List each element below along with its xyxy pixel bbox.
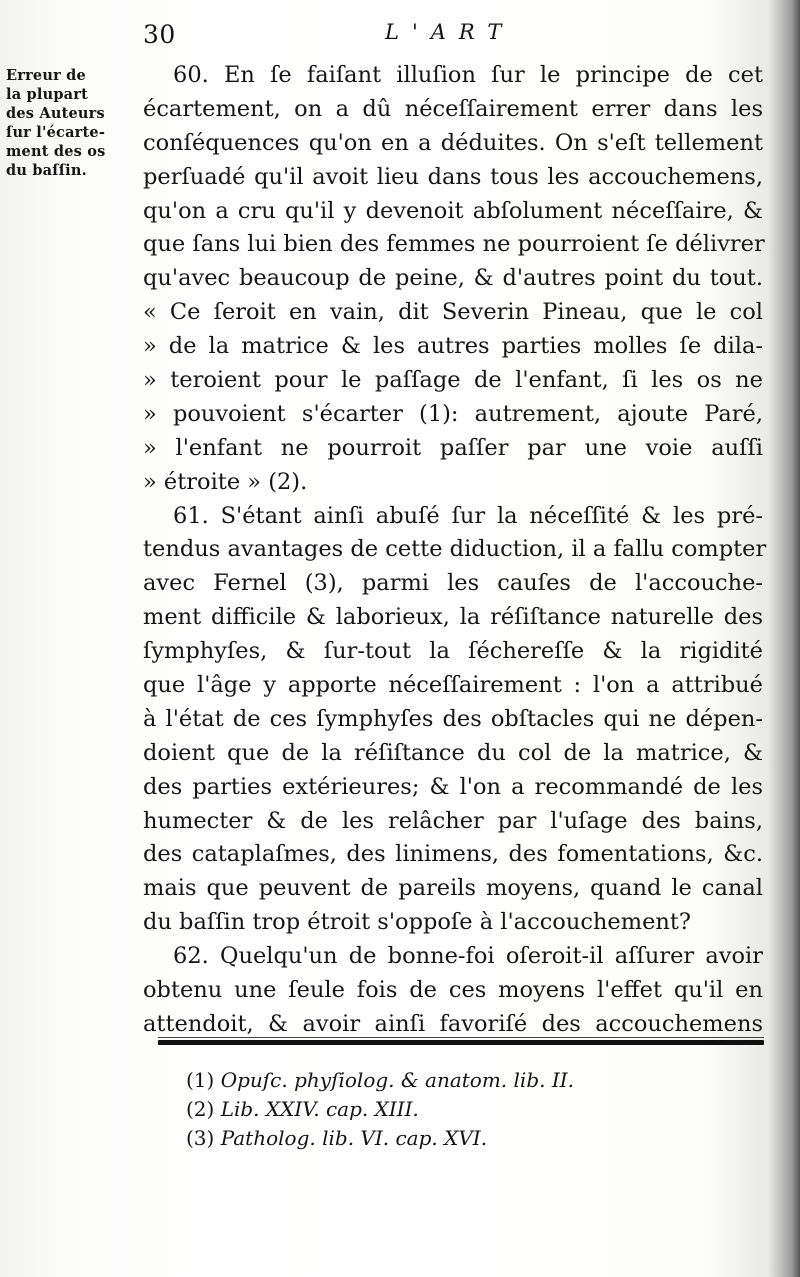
margin-note bbox=[6, 66, 142, 180]
margin-note-line: des Auteurs bbox=[6, 105, 105, 122]
body-line: » étroite » (2). bbox=[143, 468, 308, 495]
body-line: humecter & de les relâcher par l'uſage des bains, bbox=[143, 807, 763, 834]
body-line: conſéquences qu'on en a déduites. On s'eſt tellement bbox=[143, 129, 763, 156]
body-line: ment difficile & laborieux, la réſiſtance naturelle des bbox=[143, 604, 763, 631]
body-line: écartement, on a dû néceſſairement errer dans les bbox=[143, 95, 763, 122]
body-line: doient que de la réſiſtance du col de la matrice, & bbox=[143, 739, 763, 766]
running-title: L'ART bbox=[385, 20, 515, 44]
footnote-marker: (2) bbox=[186, 1097, 215, 1121]
margin-note-line: ſur l'écarte- bbox=[6, 124, 106, 141]
body-line: » l'enfant ne pourroit paſſer par une voie auſſi bbox=[143, 434, 763, 461]
footnote bbox=[186, 1124, 746, 1153]
body-line: mais que peuvent de pareils moyens, quand le canal bbox=[143, 875, 763, 902]
body-line: ſymphyſes, & ſur-tout la ſéchereſſe & la rigidité bbox=[143, 638, 763, 665]
body-line: perſuadé qu'il avoit lieu dans tous les accouchemens, bbox=[143, 163, 763, 190]
footnote bbox=[186, 1095, 746, 1124]
body-line: que l'âge y apporte néceſſairement : l'on a attribué bbox=[143, 672, 763, 699]
body-line: avec Fernel (3), parmi les cauſes de l'accouche- bbox=[143, 570, 763, 597]
footnote-marker: (3) bbox=[186, 1126, 215, 1150]
margin-note-line: Erreur de bbox=[6, 67, 86, 84]
page-number: 30 bbox=[143, 20, 176, 49]
footnote-rule bbox=[158, 1040, 764, 1045]
footnotes bbox=[186, 1066, 746, 1153]
body-line: 60. En ſe faiſant illuſion ſur le principe de cet bbox=[173, 62, 763, 88]
footnote-text: Opuſc. phyſiolog. & anatom. lib. II. bbox=[220, 1068, 574, 1092]
body-line: » de la matrice & les autres parties molles ſe dila- bbox=[143, 333, 763, 360]
footnote-text: Patholog. lib. VI. cap. XVI. bbox=[220, 1126, 488, 1150]
body-text bbox=[143, 59, 767, 1042]
footnote-marker: (1) bbox=[186, 1068, 215, 1092]
body-line: « Ce ſeroit en vain, dit Severin Pineau, que le col bbox=[143, 299, 763, 326]
body-line: tendus avantages de cette diduction, il a fallu compter bbox=[143, 536, 767, 563]
body-line: qu'on a cru qu'il y devenoit abſolument néceſſaire, & bbox=[143, 197, 763, 224]
body-line: des parties extérieures; & l'on a recommandé de les bbox=[143, 773, 763, 800]
body-line: que ſans lui bien des femmes ne pourroient ſe délivrer bbox=[143, 231, 765, 258]
body-line: attendoit, & avoir ainſi favoriſé des accouchemens bbox=[143, 1010, 763, 1037]
body-line: 61. S'étant ainſi abuſé ſur la néceſſité & les pré- bbox=[173, 502, 763, 529]
margin-note-line: du baſſin. bbox=[6, 162, 87, 179]
margin-note-line: la plupart bbox=[6, 86, 89, 103]
body-line: obtenu une ſeule fois de ces moyens l'effet qu'il en bbox=[143, 977, 763, 1004]
body-line: 62. Quelqu'un de bonne-foi oſeroit-il aſſurer avoir bbox=[173, 943, 763, 970]
body-line: du baſſin trop étroit s'oppoſe à l'accouchement? bbox=[143, 909, 691, 936]
body-line: » pouvoient s'écarter (1): autrement, ajoute Paré, bbox=[143, 400, 763, 427]
footnote bbox=[186, 1066, 746, 1095]
body-line: des cataplaſmes, des linimens, des fomentations, &c. bbox=[143, 841, 763, 868]
body-line: qu'avec beaucoup de peine, & d'autres point du tout. bbox=[143, 265, 763, 292]
body-line: » teroient pour le paſſage de l'enfant, ſi les os ne bbox=[143, 367, 763, 394]
body-line: à l'état de ces ſymphyſes des obſtacles qui ne dépen- bbox=[143, 705, 763, 732]
margin-note-line: ment des os bbox=[6, 143, 106, 160]
footnote-text: Lib. XXIV. cap. XIII. bbox=[220, 1097, 419, 1121]
